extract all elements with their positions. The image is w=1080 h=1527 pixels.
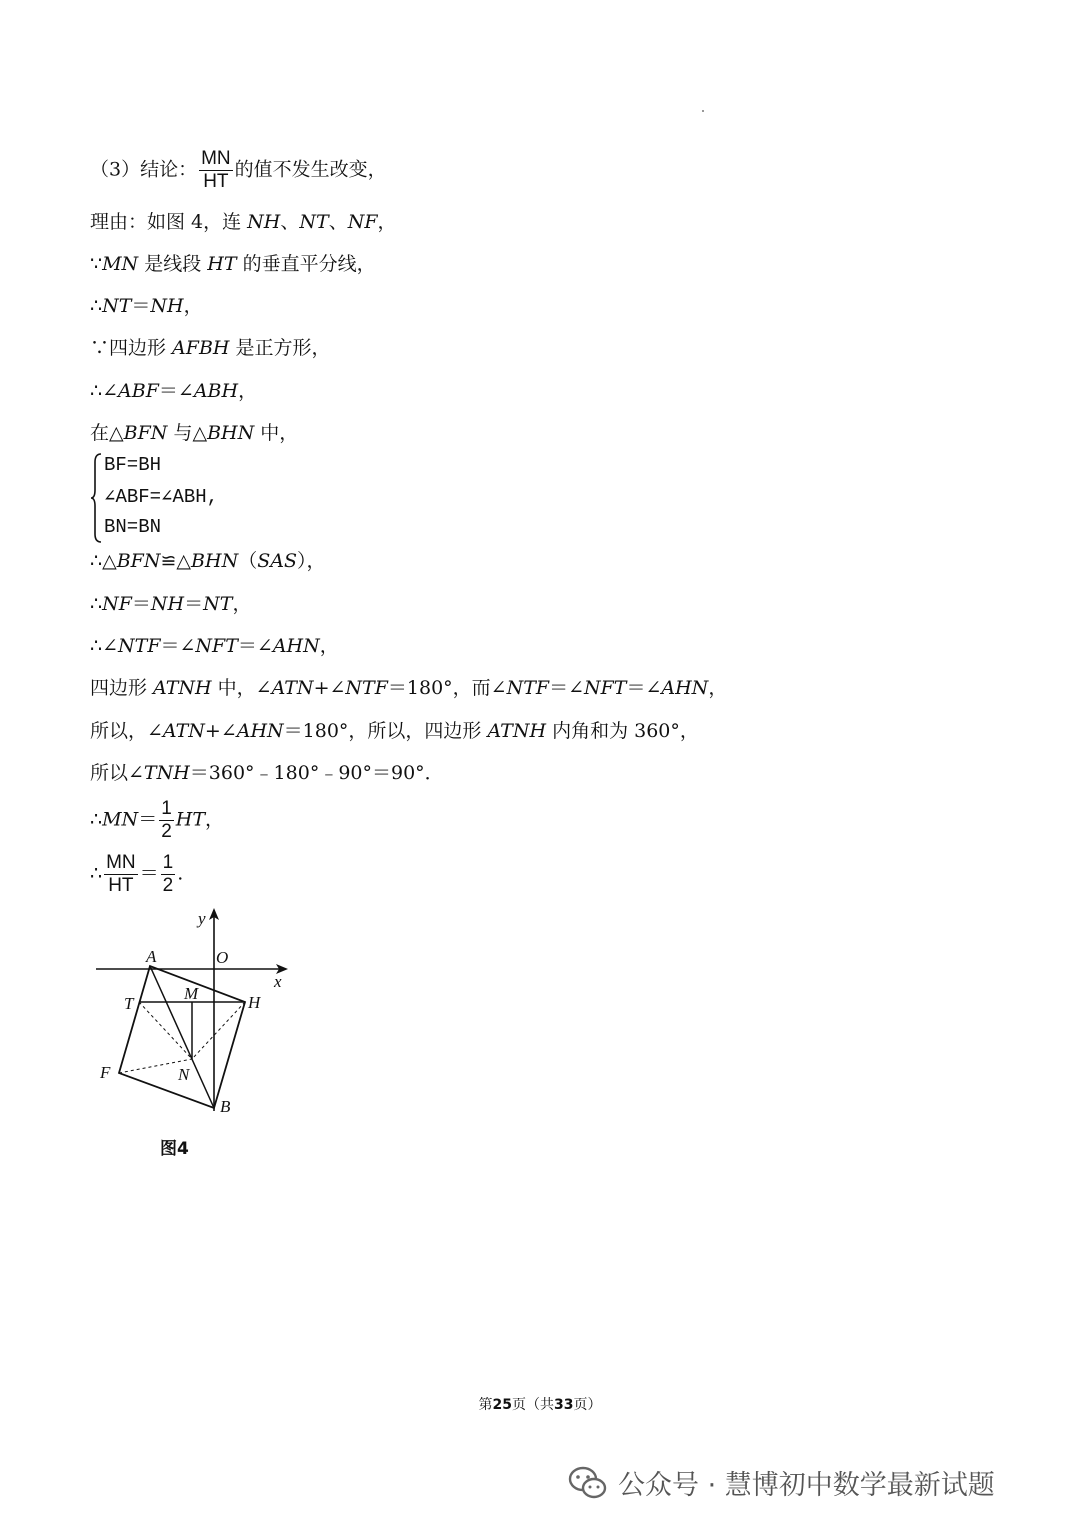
label-f: F — [100, 1063, 111, 1082]
text: ＝360°﹣180°﹣90°＝90°． — [189, 762, 444, 784]
geometry-figure — [92, 906, 302, 1134]
fraction-mn-ht — [104, 852, 138, 897]
text: 是线段 — [138, 253, 208, 275]
text: ＝∠ — [549, 677, 584, 699]
fraction-numerator: MN — [201, 148, 231, 169]
math-var: NTF — [345, 677, 388, 699]
label-y: y — [198, 909, 206, 928]
text: 所以∠ — [90, 762, 144, 784]
math-var: MN — [102, 253, 139, 275]
footer-text: 页） — [573, 1397, 602, 1413]
text: +∠ — [204, 720, 237, 742]
math-var: BFN — [123, 422, 168, 444]
footer-text: 页（共 — [512, 1397, 554, 1413]
fraction-denominator: HT — [203, 170, 229, 192]
math-var: NFT — [195, 635, 238, 657]
text: ∴∠ — [90, 380, 119, 402]
text: ， — [377, 211, 397, 233]
text: ＝∠ — [237, 635, 273, 657]
text: ， — [238, 380, 258, 402]
proof-line-4 — [90, 295, 203, 318]
fraction-denominator: 2 — [161, 820, 172, 842]
math-var: NT — [299, 211, 329, 233]
label-n: N — [178, 1065, 190, 1084]
math-var: AFBH — [172, 337, 230, 359]
text: ＝∠ — [626, 677, 662, 699]
text: 理由：如图 4，连 — [90, 211, 248, 233]
footer-text: 第 — [478, 1397, 493, 1413]
label-h: H — [248, 993, 261, 1012]
math-var: NT — [203, 593, 233, 615]
text: 与△ — [167, 422, 208, 444]
text: 在△ — [90, 422, 124, 444]
label-b: B — [220, 1097, 231, 1116]
total-pages: 33 — [554, 1397, 574, 1413]
text: 中， — [254, 422, 299, 444]
text: +∠ — [313, 677, 346, 699]
label-a: A — [146, 947, 157, 966]
text: ∴ — [90, 862, 103, 885]
math-var: NT — [102, 295, 132, 317]
math-var: ABF — [118, 380, 159, 402]
text: ＝∠ — [158, 380, 194, 402]
wechat-icon — [568, 1465, 608, 1501]
proof-line-8 — [90, 550, 326, 573]
text: ， — [205, 808, 225, 831]
fraction-denominator: 2 — [162, 874, 174, 896]
label-m: M — [184, 984, 199, 1003]
fraction-one-half — [161, 852, 176, 897]
text: ∴∠ — [90, 635, 119, 657]
text: ＝ — [139, 862, 159, 885]
text: ）， — [296, 550, 326, 572]
proof-line-14 — [90, 798, 224, 843]
proof-line-10 — [90, 635, 339, 658]
text: ＝ — [131, 593, 151, 615]
math-var: HT — [207, 253, 237, 275]
proof-line-11 — [90, 677, 727, 700]
system-row-1: BF=BH — [104, 454, 162, 476]
math-var: NF — [347, 211, 378, 233]
proof-line-6 — [90, 380, 257, 403]
math-var: NH — [150, 593, 185, 615]
text: ∵ — [90, 253, 103, 275]
text: 四边形 — [90, 677, 154, 699]
proof-line-15 — [90, 852, 183, 897]
math-var: ATNH — [487, 720, 547, 742]
page-number: 25 — [492, 1397, 512, 1413]
math-var: BHN — [191, 550, 239, 572]
proof-line-3 — [90, 253, 376, 276]
text: . — [177, 862, 184, 885]
math-var: NTF — [506, 677, 550, 699]
math-var: HT — [175, 808, 206, 831]
proof-line-9 — [90, 593, 251, 616]
label-t: T — [124, 994, 134, 1013]
fraction-mn-ht — [199, 148, 233, 193]
text: ， — [232, 593, 252, 615]
text: ∴△ — [90, 550, 117, 572]
conclusion-line — [90, 148, 387, 193]
text: ＝ — [138, 808, 158, 831]
math-var: TNH — [143, 762, 190, 784]
watermark — [568, 1463, 995, 1502]
math-var: BHN — [207, 422, 255, 444]
math-var: ATNH — [153, 677, 212, 699]
fraction-numerator: 1 — [161, 798, 172, 819]
label-o: O — [216, 948, 229, 967]
watermark-text: 公众号 · 慧博初中数学最新试题 — [618, 1470, 995, 1501]
system-row-3: BN=BN — [104, 516, 162, 538]
text: 、 — [328, 211, 348, 233]
proof-line-7 — [90, 422, 298, 445]
text: ∴ — [90, 593, 103, 615]
text: ＝∠ — [160, 635, 196, 657]
math-var: NH — [247, 211, 281, 233]
math-var: AHN — [236, 720, 284, 742]
math-var: ABH — [193, 380, 239, 402]
text: ＝ — [184, 593, 204, 615]
proof-line-5 — [90, 337, 331, 360]
math-var: MN — [102, 808, 139, 831]
math-var: AHN — [661, 677, 709, 699]
text: 内角和为 360°， — [546, 720, 699, 742]
text: （ — [238, 550, 258, 572]
reason-line — [90, 211, 397, 234]
math-var: ATN — [271, 677, 314, 699]
math-var: NFT — [583, 677, 627, 699]
math-var: BFN — [116, 550, 161, 572]
text: ＝ — [131, 295, 151, 317]
text: ， — [183, 295, 203, 317]
text: 的垂直平分线， — [236, 253, 376, 275]
conclusion-prefix: （3）结论： — [90, 158, 198, 181]
label-x: x — [274, 972, 282, 991]
text: ∴ — [90, 295, 103, 317]
proof-line-12 — [90, 720, 699, 743]
math-var: ATN — [162, 720, 205, 742]
text: 所以，∠ — [90, 720, 163, 742]
system-row-2: ∠ABF=∠ABH, — [104, 486, 219, 508]
math-var: NTF — [118, 635, 161, 657]
text: ＝180°，所以，四边形 — [283, 720, 488, 742]
stray-dot — [702, 110, 704, 112]
text: 是正方形， — [229, 337, 331, 359]
text: ， — [319, 635, 339, 657]
fraction-one-half — [159, 798, 174, 843]
proof-line-13 — [90, 762, 444, 785]
fraction-numerator: 1 — [162, 852, 174, 873]
text: ＝180°，而∠ — [387, 677, 507, 699]
dashed-nt — [139, 1002, 192, 1059]
fraction-denominator: HT — [108, 874, 134, 896]
figure-caption: 图4 — [160, 1139, 189, 1159]
math-var: SAS — [257, 550, 297, 572]
text: 、 — [280, 211, 300, 233]
text: ， — [708, 677, 728, 699]
text: ∵四边形 — [90, 337, 173, 359]
text: ∴ — [90, 808, 103, 831]
math-var: NF — [102, 593, 132, 615]
page-footer — [0, 1394, 1080, 1414]
fraction-numerator: MN — [106, 852, 136, 873]
conclusion-suffix: 的值不发生改变， — [234, 158, 387, 181]
left-brace — [90, 452, 102, 544]
text: 中，∠ — [211, 677, 272, 699]
text: ≌△ — [160, 550, 192, 572]
math-var: NH — [150, 295, 184, 317]
math-var: AHN — [272, 635, 320, 657]
